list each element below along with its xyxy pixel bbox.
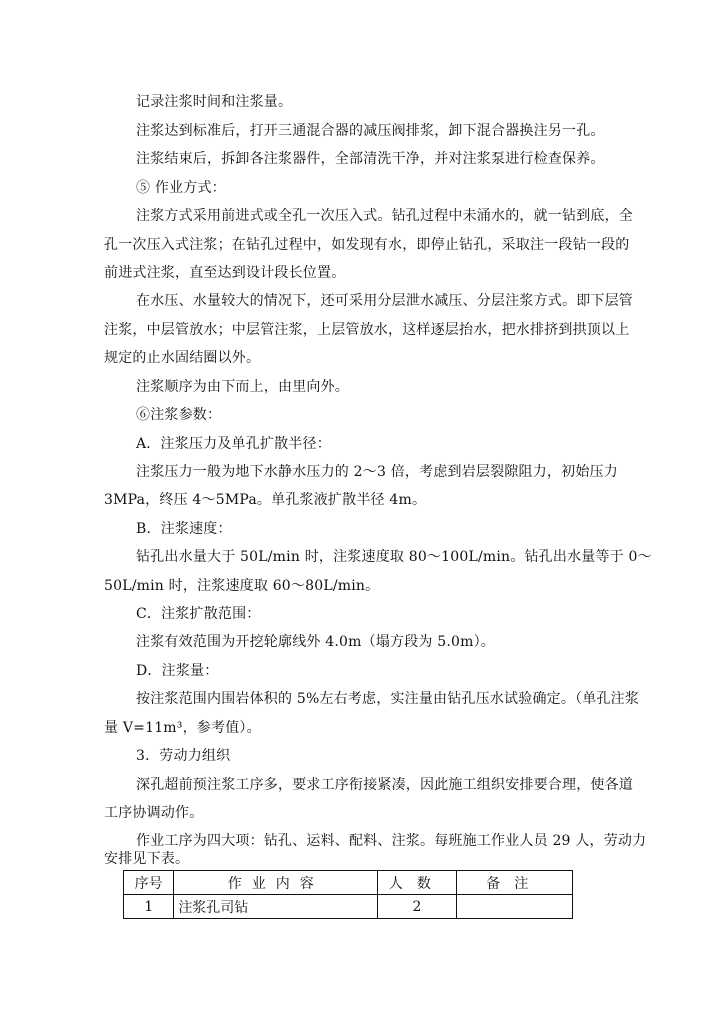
text-line: 作业工序为四大项：钻孔、运料、配料、注浆。每班施工作业人员 29 人，劳动力 (136, 833, 647, 849)
text-line: 注浆顺序为由下而上，由里向外。 (136, 379, 349, 395)
subsection-heading: D．注浆量： (136, 663, 219, 679)
labor-table (123, 870, 573, 919)
header-remark: 备注 (456, 871, 572, 895)
text-line: 注浆结束后，拆卸各注浆器件，全部清洗干净，并对注浆泵进行检查保养。 (136, 151, 605, 167)
text-line: 安排见下表。 (104, 851, 190, 867)
text-line: 记录注浆时间和注浆量。 (136, 94, 293, 110)
section-heading: ⑥注浆参数： (136, 407, 222, 423)
table-row (124, 895, 573, 919)
cell-remark (456, 895, 572, 919)
text-line: 深孔超前预注浆工序多，要求工序衔接紧凑，因此施工组织安排要合理，使各道 (136, 777, 633, 793)
text-line: 前进式注浆，直至达到设计段长位置。 (104, 265, 346, 281)
section-heading: 3．劳动力组织 (136, 748, 231, 764)
header-content: 作业内容 (174, 871, 378, 895)
text-line: 注浆有效范围为开挖轮廓线外 4.0m（塌方段为 5.0m）。 (136, 634, 495, 650)
cell-no: 1 (124, 895, 174, 919)
cell-count: 2 (378, 895, 456, 919)
text-line: 钻孔出水量大于 50L/min 时，注浆速度取 80～100L/min。钻孔出水量等于 0～ (136, 549, 652, 565)
subsection-heading: B．注浆速度： (136, 521, 232, 537)
text-line: 在水压、水量较大的情况下，还可采用分层泄水减压、分层注浆方式。即下层管 (136, 293, 633, 309)
text-line: 3MPa，终压 4～5MPa。单孔浆液扩散半径 4m。 (104, 492, 427, 508)
text-line: 按注浆范围内围岩体积的 5%左右考虑，实注量由钻孔压水试验确定。（单孔注浆 (136, 691, 640, 707)
text-line: 工序协调动作。 (104, 805, 204, 821)
header-no: 序号 (124, 871, 174, 895)
header-count: 人数 (378, 871, 456, 895)
text-line: 孔一次压入式注浆；在钻孔过程中，如发现有水，即停止钻孔，采取注一段钻一段的 (104, 237, 630, 253)
table-header-row (124, 871, 573, 895)
text-line: 规定的止水固结圈以外。 (104, 350, 261, 366)
cell-content: 注浆孔司钻 (174, 895, 378, 919)
text-line: 注浆达到标准后，打开三通混合器的减压阀排浆，卸下混合器换注另一孔。 (136, 123, 605, 139)
section-heading: ⑤ 作业方式： (136, 180, 226, 196)
subsection-heading: A．注浆压力及单孔扩散半径： (136, 436, 331, 452)
text-line: 量 V=11m³，参考值）。 (104, 720, 261, 736)
subsection-heading: C．注浆扩散范围： (136, 606, 261, 622)
text-line: 注浆压力一般为地下水静水压力的 2～3 倍，考虑到岩层裂隙阻力，初始压力 (136, 464, 618, 480)
text-line: 注浆方式采用前进式或全孔一次压入式。钻孔过程中未涌水的，就一钻到底，全 (136, 208, 633, 224)
text-line: 50L/min 时，注浆速度取 60～80L/min。 (104, 578, 380, 594)
text-line: 注浆，中层管放水；中层管注浆，上层管放水，这样逐层抬水，把水排挤到拱顶以上 (104, 322, 630, 338)
